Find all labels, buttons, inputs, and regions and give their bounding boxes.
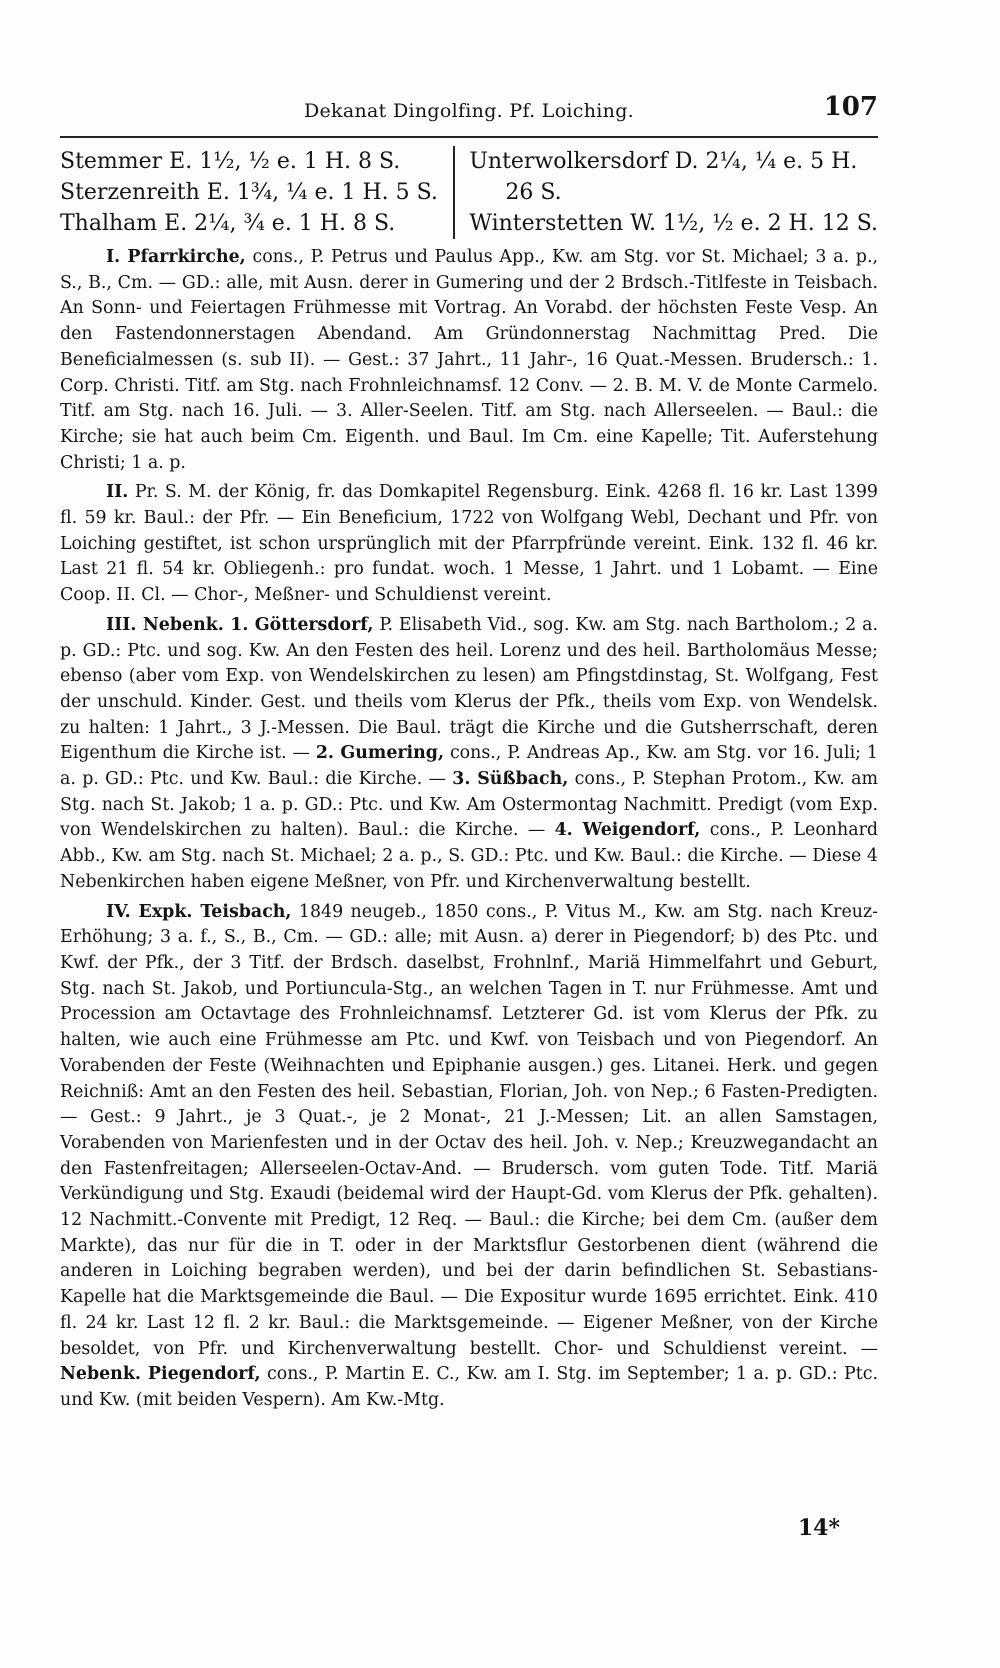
section-text: 1849 neugeb., 1850 cons., P. Vitus M., Kw. am Stg. nach Kreuz-Erhöhung; 3 a. f., S., B., Cm. — GD.: alle; mit Ausn. a) derer in Piegendorf; b) des Ptc. und Kwf. der Pfk., der 3 Titf. der Brdsch. daselbst, Frohnlnf., Mariä Himmelfahrt und Geburt, Stg. nach St. Jakob, und Portiuncula-Stg., an welchen Tagen in T. nur Frühmesse. Amt und Procession am Octavtage des Frohnleichnamsf. Letzterer Gd. ist vom Klerus der Pfk. zu halten, wie auch eine Frühmesse am Ptc. und Kwf. von Teisbach und von Piegendorf. An Vorabenden der Feste (Weihnachten und Epiphanie ausgen.) ges. Litanei. Herk. und gegen Reichniß: Amt an den Festen des heil. Sebastian, Florian, Joh. von Nep.; 6 Fasten-Predigten. — Gest.: 9 Jahrt., je 3 Quat.-, je 2 Monat-, 21 J.-Messen; Lit. an allen Samstagen, Vorabenden von Marienfesten und in der Octav des heil. Joh. v. Nep.; Kreuzwegandacht an den Fastenfreitagen; Allerseelen-Octav-And. — Brudersch. vom guten Tode. Titf. Mariä Verkündigung und Stg. Exaudi (beidemal wird der Haupt-Gd. vom Klerus der Pfk. gehalten). 12 Nachmitt.-Convente mit Predigt, 12 Req. — Baul.: die Kirche; bei dem Cm. (außer dem Markte), das nur für die in T. oder in der Marktsflur Gestorbenen dient (während die anderen in Loiching begraben werden), und bei der darin befindlichen St. Sebastians-Kapelle hat die Marktsgemeinde die Baul. — Die Expositur wurde 1695 errichtet. Eink. 410 fl. 24 kr. Last 12 fl. 2 kr. Baul.: die Marktsgemeinde. — Eigener Meßner, von der Kirche besoldet, von Pfr. und Kirchenverwaltung bestellt. Chor- und Schuldienst vereint. — (60, 901, 879, 1359)
section-text: cons., P. Stephan Protom., Kw. am Stg. nach St. Jakob; 1 a. p. GD.: Ptc. und Kw. Am Ostermontag Nachmitt. Predigt (vom Exp. von Wendelskirchen zu halten). Baul.: die Kirche. — (60, 769, 878, 841)
section-text: cons., P. Andreas Ap., Kw. am Stg. vor 16. Juli; 1 a. p. GD.: Ptc. und Kw. Baul.: die Kirche. — (60, 743, 878, 790)
section-text: Pr. S. M. der König, fr. das Domkapitel Regensburg. Eink. 4268 fl. 16 kr. Last 1399 fl. 59 kr. Baul.: der Pfr. — Ein Beneficium, 1722 von Wolfgang Webl, Dechant und Pfr. von Loiching gestiftet, ist schon ursprünglich mit der Pfarrpfründe vereint. Eink. 132 fl. 46 kr. Last 21 fl. 54 kr. Obliegenh.: pro fundat. woch. 1 Messe, 1 Jahrt. und 1 Lobamt. — Eine Coop. II. Cl. — Chor-, Meßner- und Schuldienst vereint. (60, 482, 878, 606)
section-pfarrei (60, 480, 878, 609)
places-left-column (60, 146, 453, 239)
subsection-heading: Nebenk. Piegendorf, (60, 1364, 261, 1385)
page-header (60, 92, 878, 138)
section-heading: I. Pfarrkirche, (106, 247, 246, 267)
subsection-heading: 4. Weigendorf, (554, 820, 701, 841)
section-pfarrkirche (60, 245, 878, 476)
section-text: cons., P. Martin E. C., Kw. am I. Stg. im September; 1 a. p. GD.: Ptc. und Kw. (mit beiden Vespern). Am Kw.-Mtg. (60, 1364, 878, 1410)
body-text (60, 245, 878, 1414)
page-number: 107 (823, 92, 878, 122)
section-text: cons., P. Petrus und Paulus App., Kw. am Stg. vor St. Michael; 3 a. p., S., B., Cm. — GD.: alle, mit Ausn. derer in Gumering und der 2 Brdsch.-Titlfeste in Teisbach. An Sonn- und Feiertagen Frühmesse mit Vortrag. An Vorabd. der höchsten Feste Vesp. An den Fastendonnerstagen Abendand. Am Gründonnerstag Nachmittag Pred. Die Beneficialmessen (s. sub II). — Gest.: 37 Jahrt., 11 Jahr-, 16 Quat.-Messen. Brudersch.: 1. Corp. Christi. Titf. am Stg. nach Frohnleichnamsf. 12 Conv. — 2. B. M. V. de Monte Carmelo. Titf. am Stg. nach 16. Juli. — 3. Aller-Seelen. Titf. am Stg. nach Allerseelen. — Baul.: die Kirche; sie hat auch beim Cm. Eigenth. und Baul. Im Cm. eine Kapelle; Tit. Auferstehung Christi; 1 a. p. (60, 247, 878, 473)
section-nebenkirchen (60, 613, 878, 896)
section-heading: IV. Expk. Teisbach, (106, 901, 292, 922)
section-expositur (60, 900, 878, 1414)
section-heading: II. (106, 482, 129, 503)
section-text: cons., P. Leonhard Abb., Kw. am Stg. nach St. Michael; 2 a. p., S. GD.: Ptc. und Kw. Baul.: die Kirche. — Diese 4 Nebenkirchen haben eigene Meßner, von Pfr. und Kirchenverwaltung bestellt. (60, 820, 879, 892)
places-table (60, 146, 878, 239)
place-entry-continued: 26 S. (505, 180, 562, 205)
section-text: P. Elisabeth Vid., sog. Kw. am Stg. nach Bartholom.; 2 a. p. GD.: Ptc. und sog. Kw. An den Festen des heil. Lorenz und des heil. Bartholomäus Messe; ebenso (aber vom Exp. von Wendelskirchen zu lesen) am Pfingstdinstag, St. Wolfgang, Fest der unschuld. Kinder. Gest. und theils vom Klerus der Pfk., theils vom Exp. von Wendelsk. zu halten: 1 Jahrt., 3 J.-Messen. Die Baul. trägt die Kirche und die Gutsherrschaft, deren Eigenthum die Kirche ist. — (60, 614, 879, 764)
section-heading: III. Nebenk. 1. Göttersdorf, (106, 614, 374, 635)
place-entry: Stemmer E. 1½, ½ e. 1 H. 8 S. (60, 149, 401, 174)
place-entry: Unterwolkersdorf D. 2¼, ¼ e. 5 H. (469, 149, 858, 174)
places-right-column (453, 146, 878, 239)
place-entry: Thalham E. 2¼, ¾ e. 1 H. 8 S. (60, 211, 396, 236)
signature-mark: 14* (797, 1515, 840, 1541)
subsection-heading: 3. Süßbach, (452, 769, 569, 790)
subsection-heading: 2. Gumering, (315, 743, 445, 764)
running-head: Dekanat Dingolfing. Pf. Loiching. (303, 100, 634, 122)
page (60, 92, 878, 1414)
place-entry: Sterzenreith E. 1¾, ¼ e. 1 H. 5 S. (60, 180, 438, 205)
place-entry: Winterstetten W. 1½, ½ e. 2 H. 12 S. (469, 211, 878, 236)
